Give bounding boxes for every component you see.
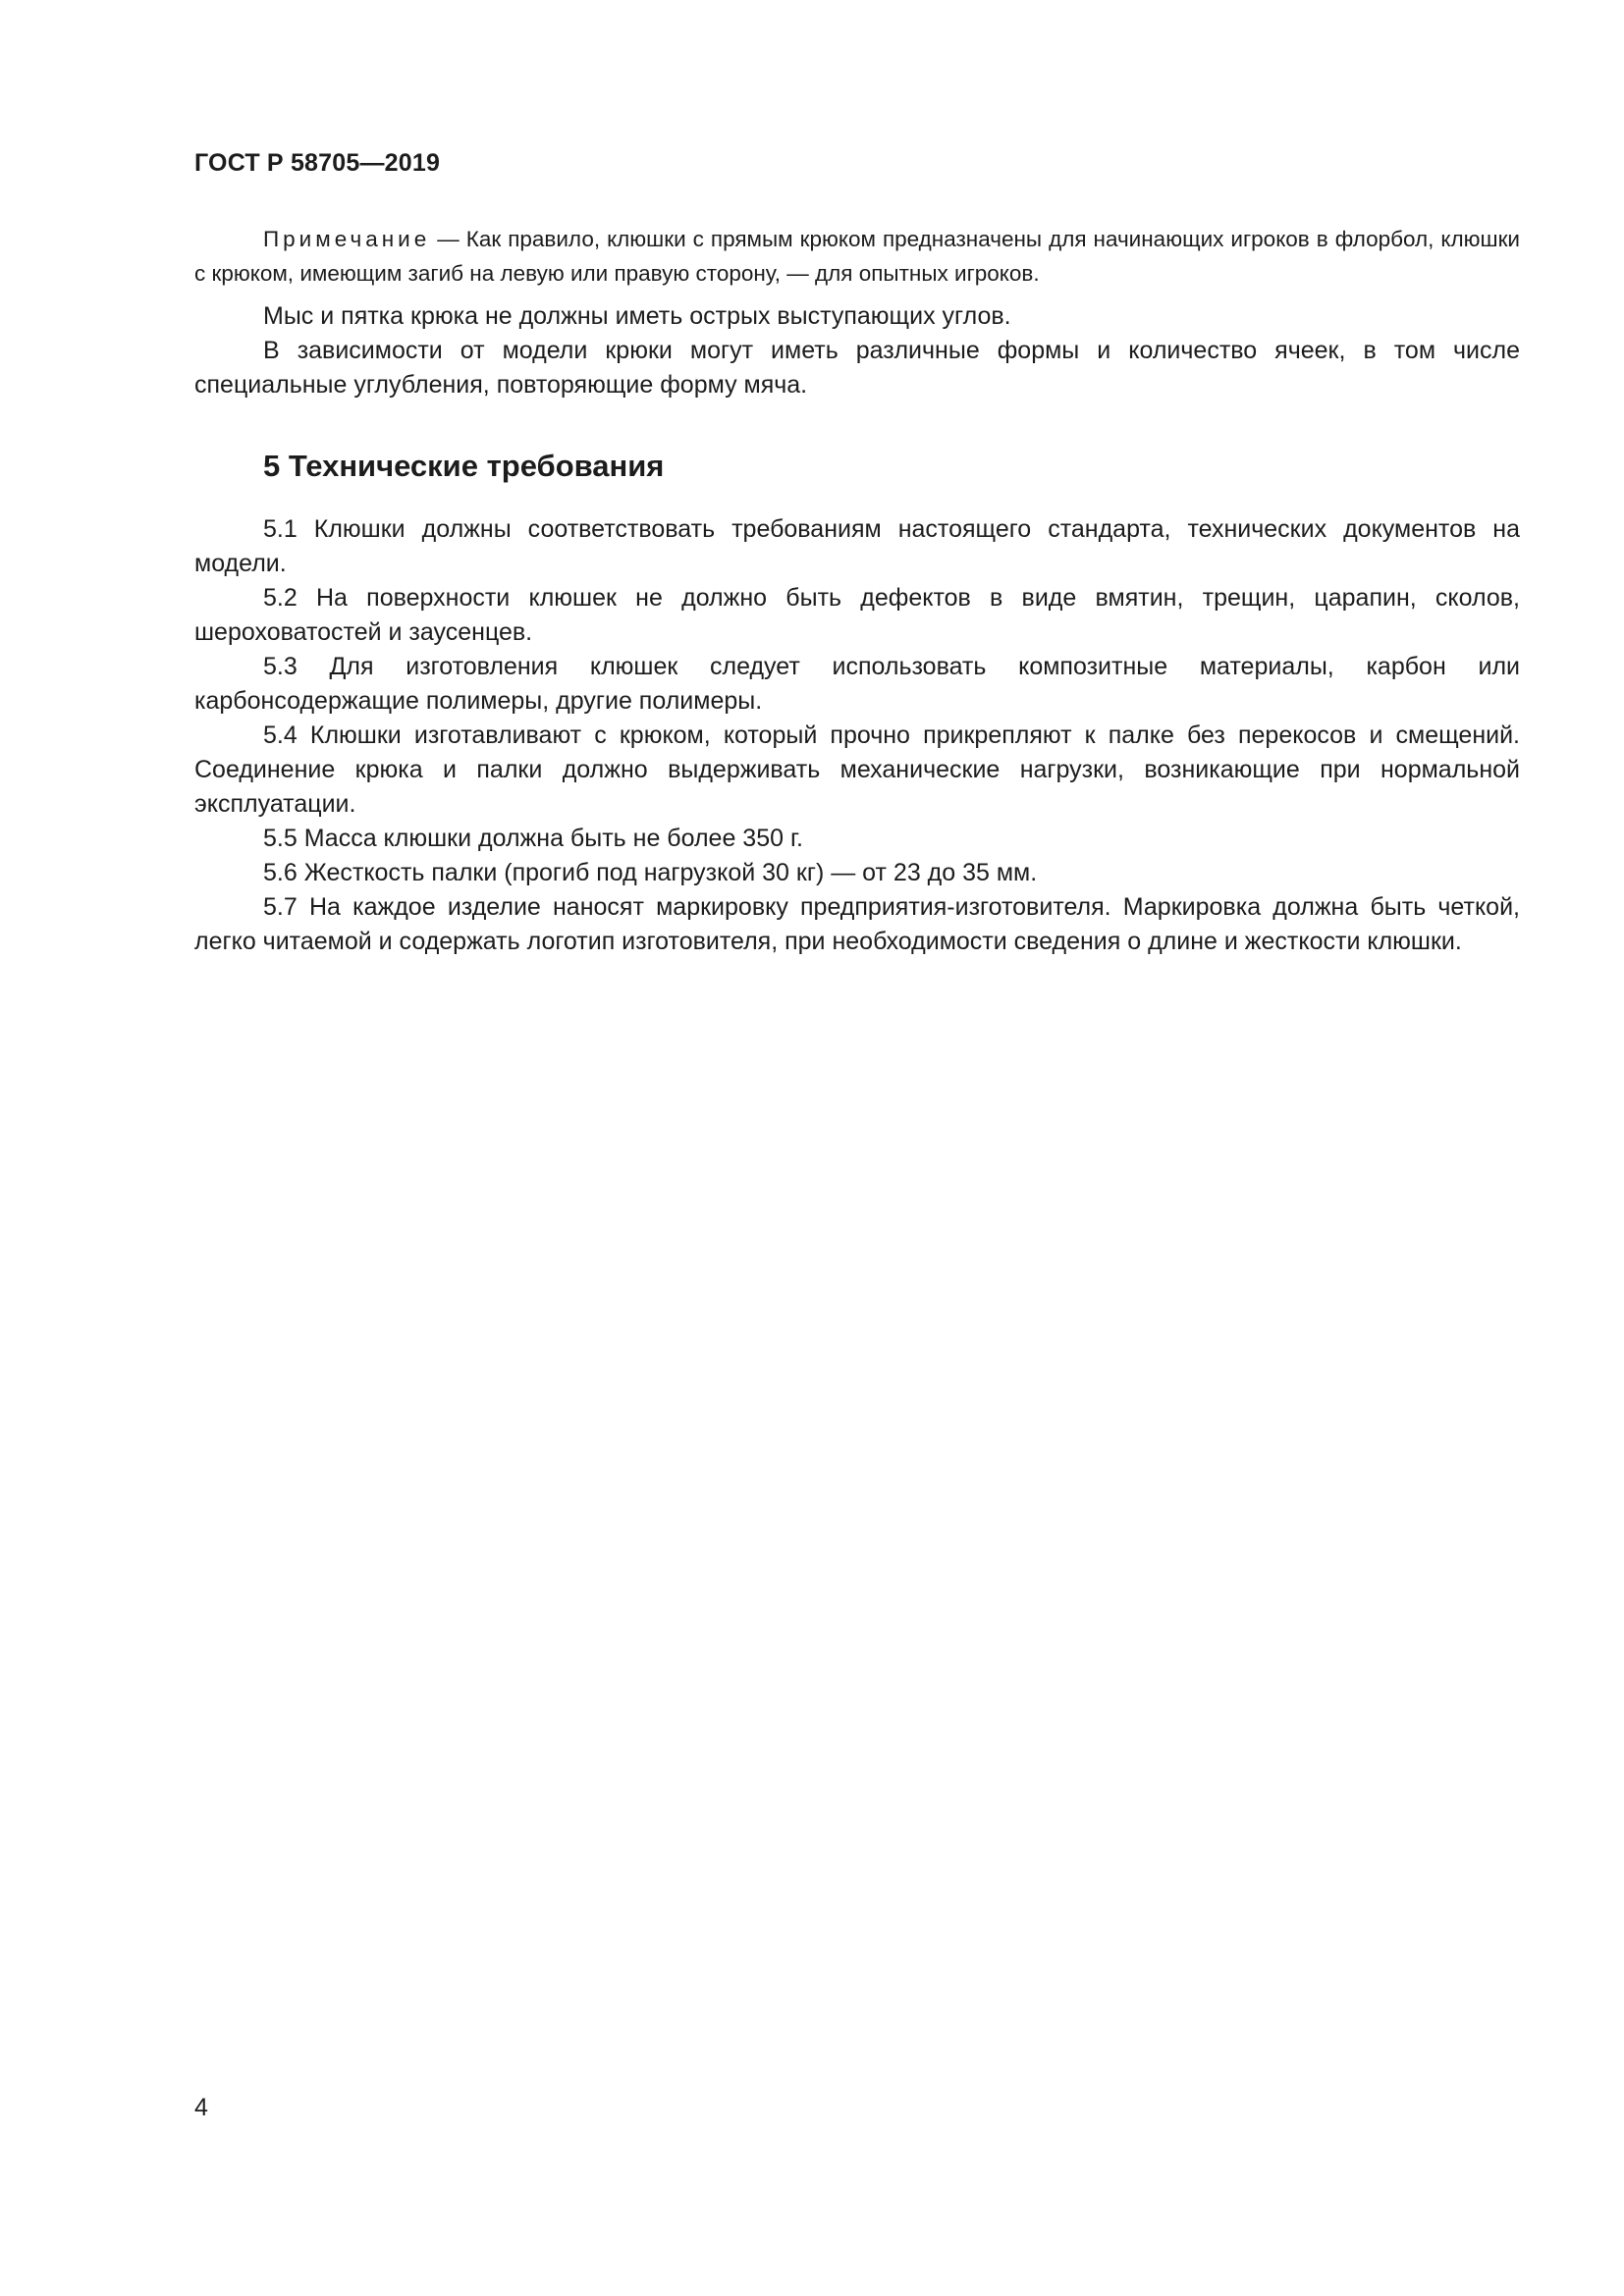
clause-5-2: 5.2 На поверхности клюшек не должно быть дефектов в виде вмятин, трещин, царапин, сколов, шероховатостей и заусенцев. (194, 584, 1520, 646)
paragraph-toe-heel: Мыс и пятка крюка не должны иметь острых выступающих углов. (263, 302, 1011, 330)
clause-5-6: 5.6 Жесткость палки (прогиб под нагрузкой 30 кг) — от 23 до 35 мм. (263, 859, 1038, 886)
note-paragraph (194, 222, 1520, 291)
clause-5-5: 5.5 Масса клюшки должна быть не более 350 г. (263, 825, 803, 852)
document-code-header: ГОСТ Р 58705—2019 (194, 149, 441, 177)
section-body (194, 512, 1520, 959)
page-content (194, 222, 1520, 959)
clause-5-7: 5.7 На каждое изделие наносят маркировку предприятия-изготовителя. Маркировка должна быть четкой, легко читаемой и содержать логотип изготовителя, при необходимости сведения о длине и жесткости клюшки. (194, 893, 1520, 955)
clause-5-1: 5.1 Клюшки должны соответствовать требованиям настоящего стандарта, технических документов на модели. (194, 515, 1520, 577)
note-label: Примечание (263, 227, 431, 251)
paragraph-hook-shapes: В зависимости от модели крюки могут иметь различные формы и количество ячеек, в том числе специальные углубления, повторяющие форму мяча. (194, 337, 1520, 399)
clause-5-4: 5.4 Клюшки изготавливают с крюком, который прочно прикрепляют к палке без перекосов и смещений. Соединение крюка и палки должно выдерживать механические нагрузки, возникающие при нормальной эксплуатации. (194, 721, 1520, 818)
note-text: — Как правило, клюшки с прямым крюком предназначены для начинающих игроков в флорбол, клюшки с крюком, имеющим загиб на левую или правую сторону, — для опытных игроков. (194, 227, 1520, 286)
section-title: 5 Технические требования (263, 449, 665, 483)
page-number: 4 (194, 2094, 208, 2121)
clause-5-3: 5.3 Для изготовления клюшек следует использовать композитные материалы, карбон или карбонсодержащие полимеры, другие полимеры. (194, 653, 1520, 715)
